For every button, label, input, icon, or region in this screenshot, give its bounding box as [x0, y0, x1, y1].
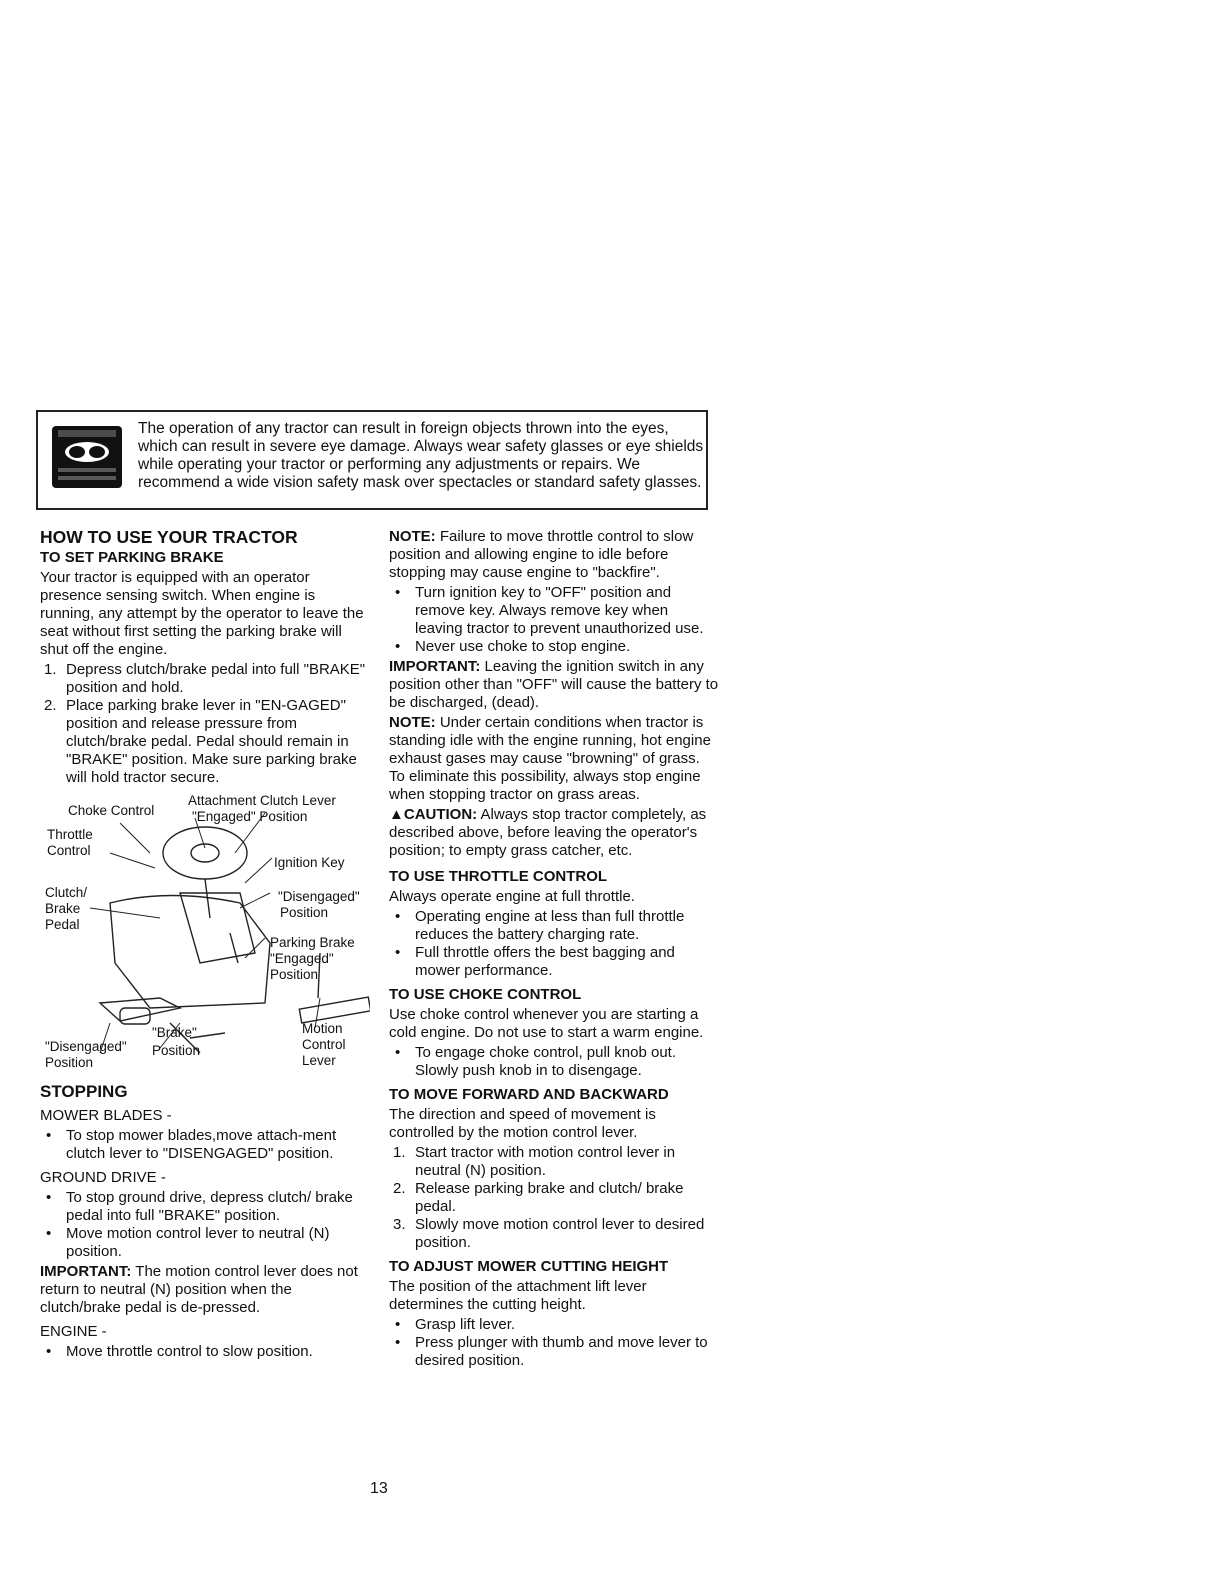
tractor-controls-diagram: [40, 793, 370, 1077]
brake-position-label: "Brake": [152, 1025, 197, 1040]
disengaged-label: "Disengaged": [278, 889, 360, 904]
throttle-control-label: Control: [47, 843, 91, 858]
page-number: 13: [370, 1480, 388, 1497]
list-item: 2. Place parking brake lever in "EN-GAGED" position and release pressure from clutch/brake pedal. Pedal should remain in "BRAKE" position. Make sure parking brake will hold tractor secure.: [44, 697, 357, 786]
cutting-height-intro: The position of the attachment lift lever determines the cutting height.: [389, 1278, 647, 1313]
list-item: • Never use choke to stop engine.: [389, 638, 719, 656]
important-note: IMPORTANT: The motion control lever does not return to neutral (N) position when the clutch/brake pedal is de-pressed.: [40, 1263, 358, 1316]
move-heading: TO MOVE FORWARD AND BACKWARD: [389, 1086, 669, 1103]
stopping-heading: STOPPING: [40, 1082, 128, 1101]
cutting-height-list: [389, 1316, 719, 1370]
throttle-label: Throttle: [47, 827, 93, 842]
list-item: • Operating engine at less than full throttle reduces the battery charging rate.: [389, 908, 719, 944]
lever-label: Lever: [302, 1053, 336, 1068]
throttle-heading: TO USE THROTTLE CONTROL: [389, 868, 608, 885]
list-item: • Turn ignition key to "OFF" position and remove key. Always remove key when leaving tractor to prevent unauthorized use.: [389, 584, 719, 638]
caution-icon: ▲: [389, 806, 404, 823]
list-item: • To stop mower blades,move attach-ment clutch lever to "DISENGAGED" position.: [40, 1127, 370, 1163]
note-browning: NOTE: Under certain conditions when tractor is standing idle with the engine running, hot engine exhaust gases may cause "browning" of grass. To eliminate this possibility, always stop engine when stopping tractor on grass areas.: [389, 714, 711, 803]
choke-list: [389, 1044, 719, 1080]
move-intro: The direction and speed of movement is controlled by the motion control lever.: [389, 1106, 656, 1141]
list-item: 3. Slowly move motion control lever to desired position.: [393, 1216, 705, 1251]
throttle-list: [389, 908, 719, 980]
engine-list: [40, 1343, 370, 1361]
mower-blades-list: [40, 1127, 370, 1163]
throttle-intro: Always operate engine at full throttle.: [389, 888, 635, 905]
disengaged-position-label: Position: [280, 905, 329, 920]
left-column: [40, 528, 370, 1363]
list-item: • To engage choke control, pull knob out. Slowly push knob in to disengage.: [389, 1044, 719, 1080]
list-item: • Full throttle offers the best bagging and mower performance.: [389, 944, 719, 980]
list-item: • Move throttle control to slow position.: [40, 1343, 370, 1361]
important-ignition: IMPORTANT: Leaving the ignition switch in any position other than "OFF" will cause the battery to be discharged, (dead).: [389, 658, 719, 711]
caution-note: ▲CAUTION: Always stop tractor completely, as described above, before leaving the operator's position; to empty grass catcher, etc.: [389, 806, 707, 859]
warning-text: The operation of any tractor can result in foreign objects thrown into the eyes, which can result in severe eye damage. Always wear safety glasses or eye shields while operating your tractor or performing any adjustments or repairs. We recommend a wide vision safety mask over spectacles or standard safety glasses.: [138, 420, 704, 491]
motion-label: Motion: [302, 1021, 343, 1036]
parking-brake-engaged-label: "Engaged": [270, 951, 334, 966]
choke-intro: Use choke control whenever you are starting a cold engine. Do not use to start a warm engine.: [389, 1006, 704, 1041]
clutch-label: Clutch/: [45, 885, 88, 900]
pedal-label: Pedal: [45, 917, 80, 932]
section-title: HOW TO USE YOUR TRACTOR: [40, 527, 298, 547]
mower-blades-label: MOWER BLADES -: [40, 1107, 172, 1124]
parking-brake-label: Parking Brake: [270, 935, 355, 950]
stop-engine-list: [389, 584, 719, 656]
parking-brake-heading: TO SET PARKING BRAKE: [40, 549, 224, 566]
move-steps: [389, 1144, 719, 1252]
list-item: 1. Depress clutch/brake pedal into full "BRAKE" position and hold.: [44, 661, 366, 696]
ignition-key-label: Ignition Key: [274, 855, 345, 870]
parking-brake-steps: [40, 661, 370, 787]
list-item: • To stop ground drive, depress clutch/ brake pedal into full "BRAKE" position.: [40, 1189, 370, 1225]
list-item: 1. Start tractor with motion control lever in neutral (N) position.: [393, 1144, 676, 1179]
parking-brake-intro: Your tractor is equipped with an operator presence sensing switch. When engine is running, any attempt by the operator to leave the seat without first setting the parking brake will shut off the engine.: [40, 569, 364, 658]
list-item: • Press plunger with thumb and move lever to desired position.: [389, 1334, 719, 1370]
brake-label: Brake: [45, 901, 81, 916]
list-item: • Move motion control lever to neutral (N) position.: [40, 1225, 370, 1261]
safety-glasses-icon: [52, 426, 122, 488]
disengaged-pedal-label: "Disengaged": [45, 1039, 127, 1054]
brake-position-word: Position: [152, 1043, 201, 1058]
attachment-clutch-lever-label: Attachment Clutch Lever: [188, 793, 336, 808]
engaged-position-label: "Engaged" Position: [192, 809, 308, 824]
engine-label: ENGINE -: [40, 1323, 107, 1340]
list-item: • Grasp lift lever.: [389, 1316, 719, 1334]
control-label: Control: [302, 1037, 346, 1052]
disengaged-pedal-position-label: Position: [45, 1055, 94, 1070]
choke-control-label: Choke Control: [68, 803, 155, 818]
note-backfire: NOTE: Failure to move throttle control to slow position and allowing engine to idle before stopping may cause engine to "backfire".: [389, 528, 694, 581]
safety-warning-box: [36, 410, 708, 510]
parking-brake-position-label: Position: [270, 967, 319, 982]
list-item: 2. Release parking brake and clutch/ brake pedal.: [393, 1180, 684, 1215]
cutting-height-heading: TO ADJUST MOWER CUTTING HEIGHT: [389, 1258, 669, 1275]
choke-heading: TO USE CHOKE CONTROL: [389, 986, 582, 1003]
ground-drive-label: GROUND DRIVE -: [40, 1169, 166, 1186]
right-column: [389, 528, 719, 1372]
ground-drive-list: [40, 1189, 370, 1261]
